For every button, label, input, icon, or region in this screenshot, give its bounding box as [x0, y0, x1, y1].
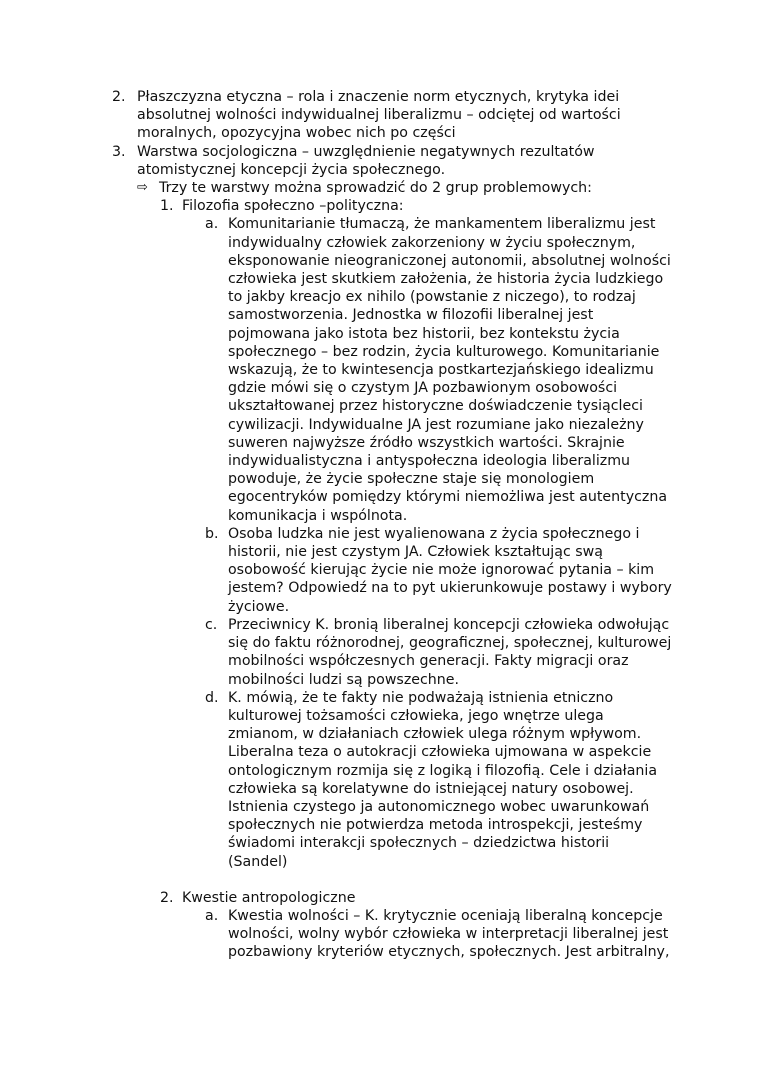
list-marker: d.: [205, 689, 219, 706]
list-item-2: [0, 88, 760, 143]
text-line: jestem? Odpowiedź na to pyt ukierunkowuje postawy i wybory: [228, 580, 672, 597]
text-line: ukształtowanej przez historyczne doświadczenie tysiącleci: [228, 398, 643, 415]
text-line: cywilizacji. Indywidualne JA jest rozumiane jako niezależny: [228, 416, 644, 433]
text-line: Płaszczyzna etyczna – rola i znaczenie norm etycznych, krytyka idei: [137, 89, 620, 105]
sub-item-1b: [0, 525, 760, 616]
text-line: Osoba ludzka nie jest wyalienowana z życia społecznego i: [228, 525, 640, 542]
text-line: samostworzenia. Jednostka w filozofii liberalnej jest: [228, 307, 594, 324]
list-marker: 2.: [112, 89, 126, 105]
text-line: to jakby kreacjo ex nihilo (powstanie z niczego), to rodzaj: [228, 289, 636, 306]
arrow-list-item: [0, 179, 760, 197]
text-line: życiowe.: [228, 598, 290, 615]
list-marker: a.: [205, 216, 219, 233]
list-marker: 2.: [160, 889, 174, 906]
text-line: Kwestia wolności – K. krytycznie oceniają liberalną koncepcje: [228, 907, 663, 924]
group-1-heading: [0, 197, 760, 215]
sub-item-1a: [0, 215, 760, 524]
sub-item-1c: [0, 616, 760, 689]
list-marker: c.: [205, 616, 218, 633]
text-line: się do faktu różnorodnej, geograficznej, społecznej, kulturowej: [228, 635, 672, 652]
text-line: K. mówią, że te fakty nie podważają istnienia etniczno: [228, 689, 614, 706]
text-line: świadomi interakcji społecznych – dziedzictwa historii (Sandel): [228, 835, 610, 870]
text-line: indywidualny człowiek zakorzeniony w życiu społecznym,: [228, 234, 636, 251]
text-line: Warstwa socjologiczna – uwzględnienie negatywnych rezultatów: [137, 143, 595, 160]
text-line: historii, nie jest czystym JA. Człowiek kształtując swą: [228, 544, 603, 561]
text-line: powoduje, że życie społeczne staje się monologiem: [228, 471, 595, 488]
text-line: Istnienia czystego ja autonomicznego wobec uwarunkowań: [228, 798, 650, 815]
text-line: egocentryków pomiędzy którymi niemożliwa jest autentyczna: [228, 489, 668, 506]
text-line: komunikacja i wspólnota.: [228, 507, 408, 524]
text-line: Przeciwnicy K. bronią liberalnej koncepcji człowieka odwołując: [228, 616, 670, 633]
text-line: mobilności współczesnych generacji. Fakty migracji oraz: [228, 653, 629, 670]
text-line: atomistycznej koncepcji życia społecznego.: [137, 161, 446, 178]
text-line: zmianom, w działaniach człowiek ulega różnym wpływom.: [228, 726, 642, 743]
text-line: pojmowana jako istota bez historii, bez kontekstu życia: [228, 325, 620, 342]
group-title: Kwestie antropologiczne: [182, 889, 356, 906]
document-page: [0, 88, 760, 962]
text-line: eksponowanie nieograniczonej autonomii, absolutnej wolności: [228, 252, 671, 269]
text-line: moralnych, opozycyjna wobec nich po części: [137, 125, 456, 142]
text-line: wskazują, że to kwintesencja postkartezjańskiego idealizmu: [228, 362, 654, 379]
arrow-right-icon: ⇨: [137, 180, 148, 196]
text-line: mobilności ludzi są powszechne.: [228, 671, 460, 688]
group-2-heading: [0, 889, 760, 907]
list-marker: 1.: [160, 198, 174, 215]
text-line: indywidualistyczna i antyspołeczna ideologia liberalizmu: [228, 453, 631, 470]
group-title: Filozofia społeczno –polityczna:: [182, 198, 404, 215]
text-line: Komunitarianie tłumaczą, że mankamentem liberalizmu jest: [228, 216, 656, 233]
text-line: suweren najwyższe źródło wszystkich wartości. Skrajnie: [228, 434, 625, 451]
text-line: Trzy te warstwy można sprowadzić do 2 grup problemowych:: [159, 180, 592, 197]
blank-line: [0, 871, 760, 889]
text-line: absolutnej wolności indywidualnej liberalizmu – odciętej od wartości: [137, 107, 621, 124]
sub-item-1d: [0, 689, 760, 871]
list-marker: a.: [205, 907, 219, 924]
list-marker: b.: [205, 525, 219, 542]
list-marker: 3.: [112, 143, 126, 160]
text-line: kulturowej tożsamości człowieka, jego wnętrze ulega: [228, 707, 604, 724]
text-line: osobowość kierując życie nie może ignorować pytania – kim: [228, 562, 655, 579]
text-line: człowieka są korelatywne do istniejącej natury osobowej.: [228, 780, 634, 797]
text-line: społecznych nie potwierdza metoda introspekcji, jesteśmy: [228, 817, 643, 834]
text-line: społecznego – bez rodzin, życia kulturowego. Komunitarianie: [228, 343, 660, 360]
text-line: gdzie mówi się o czystym JA pozbawionym osobowości: [228, 380, 618, 397]
text-line: Liberalna teza o autokracji człowieka ujmowana w aspekcie: [228, 744, 652, 761]
list-item-3: [0, 143, 760, 179]
text-line: człowieka jest skutkiem założenia, że historia życia ludzkiego: [228, 271, 664, 288]
text-line: pozbawiony kryteriów etycznych, społecznych. Jest arbitralny,: [228, 944, 670, 961]
text-line: ontologicznym rozmija się z logiką i filozofią. Cele i działania: [228, 762, 658, 779]
sub-item-2a: [0, 907, 760, 962]
text-line: wolności, wolny wybór człowieka w interpretacji liberalnej jest: [228, 926, 669, 943]
